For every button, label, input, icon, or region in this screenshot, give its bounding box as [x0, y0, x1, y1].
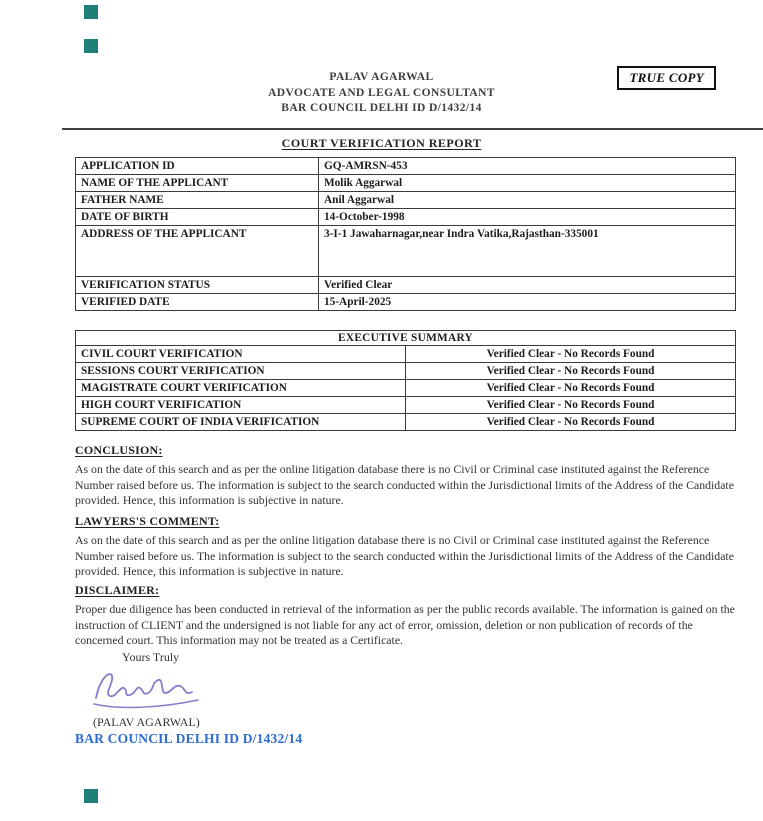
section-heading: DISCLAIMER:: [75, 583, 160, 597]
row-value: Verified Clear - No Records Found: [406, 346, 736, 363]
signatory-name: (PALAV AGARWAL): [93, 715, 200, 729]
row-value: 14-October-1998: [319, 209, 736, 226]
row-label: HIGH COURT VERIFICATION: [76, 397, 406, 414]
row-label: VERIFICATION STATUS: [76, 277, 319, 294]
row-value: Verified Clear - No Records Found: [406, 414, 736, 431]
row-value: Verified Clear: [319, 277, 736, 294]
signature-image: [90, 664, 205, 712]
row-label: VERIFIED DATE: [76, 294, 319, 311]
advocate-bar-id: BAR COUNCIL DELHI ID D/1432/14: [281, 102, 482, 114]
section-heading: CONCLUSION:: [75, 443, 163, 457]
table-row: [76, 277, 736, 294]
teal-corner-mark: [84, 39, 98, 53]
row-label: MAGISTRATE COURT VERIFICATION: [76, 380, 406, 397]
section-body: As on the date of this search and as per the online litigation database there is no Civil or Criminal case instituted against the Reference Number raised before us. The information is subject to the search conducted within the Jurisdictional limits of the Address of the Candidate provided. Hence, this information is subjective in nature.: [75, 533, 734, 579]
table-row: [76, 294, 736, 311]
row-value: GQ-AMRSN-453: [319, 158, 736, 175]
table-row: [76, 226, 736, 277]
advocate-name: PALAV AGARWAL: [329, 71, 434, 83]
row-label: CIVIL COURT VERIFICATION: [76, 346, 406, 363]
row-value: 3-I-1 Jawaharnagar,near Indra Vatika,Rajasthan-335001: [319, 226, 736, 277]
row-label: NAME OF THE APPLICANT: [76, 175, 319, 192]
row-value: Verified Clear - No Records Found: [406, 397, 736, 414]
row-label: SESSIONS COURT VERIFICATION: [76, 363, 406, 380]
teal-corner-mark: [84, 789, 98, 803]
row-label: DATE OF BIRTH: [76, 209, 319, 226]
bar-council-id: BAR COUNCIL DELHI ID D/1432/14: [75, 731, 303, 746]
lawyers-comment-section: [75, 514, 737, 580]
table-row: [76, 397, 736, 414]
section-body: Proper due diligence has been conducted in retrieval of the information as per the public records available. The information is gained on the instruction of CLIENT and the undersigned is not liable for any act of error, omission, deletion or non publication of records of the concerned court. This information may not be treated as a Certificate.: [75, 602, 735, 648]
table-row: [76, 209, 736, 226]
report-title: COURT VERIFICATION REPORT: [281, 136, 482, 150]
table-row: [76, 192, 736, 209]
table-row: [76, 363, 736, 380]
executive-summary-title: EXECUTIVE SUMMARY: [76, 331, 736, 346]
row-label: APPLICATION ID: [76, 158, 319, 175]
row-label: ADDRESS OF THE APPLICANT: [76, 226, 319, 277]
table-row: [76, 380, 736, 397]
applicant-details-table: [75, 157, 736, 311]
row-value: Verified Clear - No Records Found: [406, 380, 736, 397]
table-row: [76, 331, 736, 346]
row-value: 15-April-2025: [319, 294, 736, 311]
teal-corner-mark: [84, 5, 98, 19]
row-label: FATHER NAME: [76, 192, 319, 209]
table-row: [76, 414, 736, 431]
table-row: [76, 346, 736, 363]
row-label: SUPREME COURT OF INDIA VERIFICATION: [76, 414, 406, 431]
executive-summary-table: [75, 330, 736, 431]
table-row: [76, 175, 736, 192]
row-value: Verified Clear - No Records Found: [406, 363, 736, 380]
row-value: Molik Aggarwal: [319, 175, 736, 192]
yours-truly-text: Yours Truly: [122, 650, 180, 664]
section-body: As on the date of this search and as per the online litigation database there is no Civil or Criminal case instituted against the Reference Number raised before us. The information is subject to the search conducted within the Jurisdictional limits of the Address of the Candidate provided. Hence, this information is subjective in nature.: [75, 462, 734, 508]
conclusion-section: [75, 443, 737, 509]
row-value: Anil Aggarwal: [319, 192, 736, 209]
letterhead: [0, 70, 763, 117]
advocate-designation: ADVOCATE AND LEGAL CONSULTANT: [268, 86, 495, 99]
table-row: [76, 158, 736, 175]
section-heading: LAWYERS'S COMMENT:: [75, 514, 220, 528]
true-copy-stamp: TRUE COPY: [617, 66, 716, 90]
disclaimer-section: [75, 583, 737, 649]
header-divider: [62, 128, 763, 130]
